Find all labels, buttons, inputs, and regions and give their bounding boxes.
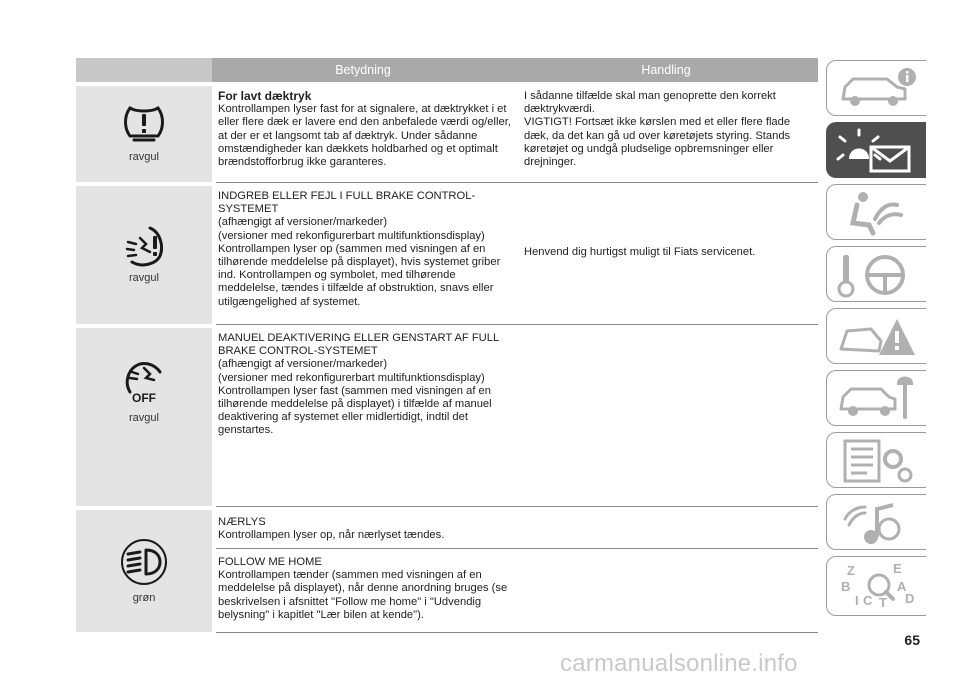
icon-cell [76,86,212,182]
tab-emergency[interactable] [826,308,926,364]
index-letter: C [863,593,873,608]
row-divider [216,632,818,633]
index-letter: E [893,561,902,576]
icon-color-label: ravgul [129,412,159,424]
multimedia-icon [835,499,919,547]
tab-service[interactable] [826,370,926,426]
meaning-line: (afhængigt af versioner/markeder) [218,216,388,229]
meaning-text [218,556,512,622]
index-letter: Z [847,563,855,578]
full-brake-control-off-icon [120,358,168,406]
meaning-text [218,190,512,309]
key-steering-wheel-icon [835,251,919,299]
meaning-line: (versioner med rekonfigurerbart multifunktionsdisplay) [218,229,485,242]
warning-light-table [76,58,818,621]
icon-cell [76,328,212,506]
icon-color-label: grøn [132,592,156,604]
meaning-text [218,516,512,542]
page-number: 65 [904,632,920,648]
meaning-line: (versioner med rekonfigurerbart multifunktionsdisplay) [218,371,485,384]
car-info-icon [835,65,919,113]
icon-cell [76,510,212,632]
icon-color-label: ravgul [129,272,159,284]
meaning-line: Kontrollampen tænder (sammen med visningen af en meddelelse på displayet), når denne anordning bruges (se beskrivelsen i afsnittet "Follow me home" i "Udvendig belysning" i kapitlet "Lær bilen at kende"). [218,569,508,621]
alphabetical-index-icon [835,561,919,609]
tab-safety[interactable] [826,184,926,240]
full-brake-control-failure-icon [120,222,168,270]
table-row [76,186,818,326]
tab-starting-driving[interactable] [826,246,926,302]
low-beam-headlight-icon [120,538,168,586]
tab-index[interactable] [826,556,926,616]
car-service-icon [835,375,919,423]
meaning-text [218,90,512,169]
tab-warning-lights[interactable] [826,122,926,178]
row-divider [216,506,818,507]
action-text [524,90,816,169]
action-line: I sådanne tilfælde skal man genoprette den korrekt dæktrykværdi. [524,90,776,116]
header-icon-column [76,58,212,82]
technical-data-icon [835,437,919,485]
row-divider [216,548,818,549]
airbag-seat-icon [835,189,919,237]
action-text: Henvend dig hurtigst muligt til Fiats servicenet. [524,246,756,258]
off-icon-text: OFF [132,391,156,405]
index-letter: I [855,593,859,608]
header-meaning: Betydning [335,63,391,77]
row-divider [216,324,818,325]
table-row [76,510,818,636]
emergency-warning-triangle-icon [835,313,919,361]
meaning-line: Kontrollampen lyser fast (sammen med visningen af en tilhørende meddelelse på displayet) i tilfælde af manuel deaktivering af systemet eller midlertidigt, indtil det genstartes. [218,384,492,437]
meaning-line: NÆRLYS [218,516,266,528]
tab-car-info[interactable] [826,60,926,116]
meaning-line: MANUEL DEAKTIVERING ELLER GENSTART AF FULL BRAKE CONTROL-SYSTEMET [218,332,499,358]
meaning-body: Kontrollampen lyser fast for at signalere, at dæktrykket i et eller flere dæk er lavere end den anbefalede værdi og/eller, at der er et langsomt tab af dæktryk. Under sådanne omstændigheder kan dækkets holdbarhed og et optimalt brændstofforbrug ikke garanteres. [218,103,511,169]
meaning-text [218,332,512,438]
meaning-title: For lavt dæktryk [218,89,312,103]
meaning-line: Kontrollampen lyser op, når nærlyset tændes. [218,529,445,542]
row-divider [216,182,818,183]
tire-pressure-warning-icon [120,98,168,146]
index-letter: T [879,595,887,609]
icon-cell [76,186,212,324]
tab-technical-data[interactable] [826,432,926,488]
watermark: carmanualsonline.info [560,650,798,677]
warning-light-message-icon [835,127,919,175]
table-header [76,58,818,82]
meaning-line: Kontrollampen lyser op (sammen med visningen af en tilhørende meddelelse på displayet), hvis systemet griber ind. Kontrollampen og symbolet, med tilhørende meddelelse, tændes i tilfælde af obstruktion, snavs eller utilgængelighed af systemet. [218,242,501,308]
tab-multimedia[interactable] [826,494,926,550]
meaning-line: (afhængigt af versioner/markeder) [218,358,388,371]
action-line: VIGTIGT! Fortsæt ikke kørslen med et eller flere flade dæk, da det kan gå ud over køretøjets styring. Stands køretøjet og undgå pludselige opbremsninger eller drejninger. [524,116,791,169]
index-letter: D [905,591,915,606]
meaning-line: INDGREB ELLER FEJL I FULL BRAKE CONTROL-SYSTEMET [218,190,476,216]
index-letter: B [841,579,851,594]
icon-color-label: ravgul [129,151,159,163]
meaning-line: FOLLOW ME HOME [218,556,322,568]
table-row [76,86,818,186]
header-action: Handling [641,63,691,77]
table-row [76,328,818,508]
index-letter: A [897,579,907,594]
